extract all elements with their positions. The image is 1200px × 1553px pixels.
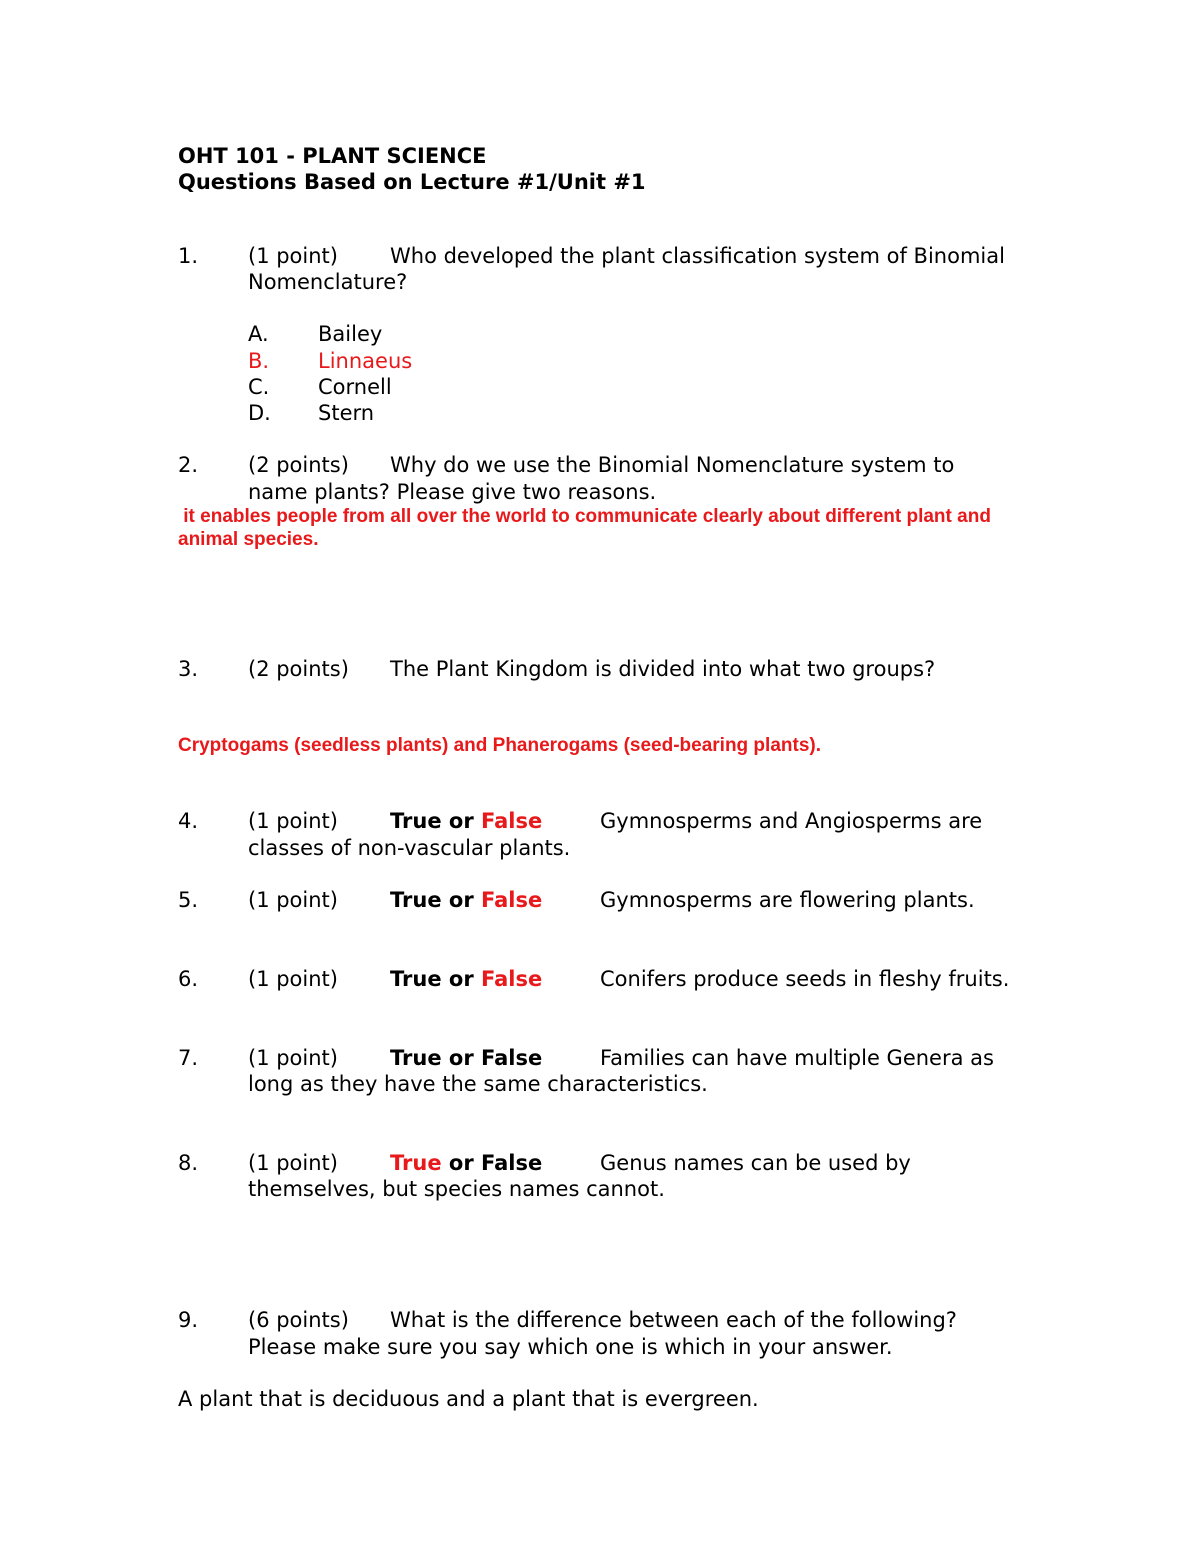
question-text: What is the difference between each of the following? (390, 1308, 957, 1332)
false-option: False (481, 1046, 543, 1070)
option-a-letter: A. (248, 322, 269, 346)
true-option: True (390, 1151, 442, 1175)
question-points: (1 point) (248, 888, 338, 912)
question-text-continued: long as they have the same characteristics. (248, 1072, 708, 1096)
question-number: 7. (178, 1046, 199, 1070)
or-word: or (448, 888, 474, 912)
true-false-choice (390, 1150, 542, 1176)
question-text: Who developed the plant classification system of Binomial (390, 244, 1005, 268)
question-text-continued: Please make sure you say which one is which in your answer. (248, 1335, 893, 1359)
document-subtitle: Questions Based on Lecture #1/Unit #1 (178, 170, 646, 194)
question-points: (2 points) (248, 453, 349, 477)
true-option: True (390, 967, 442, 991)
question-text: Gymnosperms and Angiosperms are (600, 809, 983, 833)
question-points: (1 point) (248, 967, 338, 991)
false-option: False (481, 888, 543, 912)
question-number: 2. (178, 453, 199, 477)
question-points: (1 point) (248, 244, 338, 268)
true-option: True (390, 809, 442, 833)
question-points: (6 points) (248, 1308, 349, 1332)
question-points: (1 point) (248, 809, 338, 833)
question-number: 4. (178, 809, 199, 833)
option-d-letter: D. (248, 401, 271, 425)
question-number: 8. (178, 1151, 199, 1175)
true-false-choice (390, 966, 542, 992)
option-d-text: Stern (318, 401, 375, 425)
true-false-choice (390, 887, 542, 913)
question-number: 5. (178, 888, 199, 912)
answer-text-continued: animal species. (178, 529, 319, 550)
question-text-continued: Nomenclature? (248, 270, 408, 294)
question-text: Genus names can be used by (600, 1151, 911, 1175)
option-b-text: Linnaeus (318, 349, 413, 373)
answer-text: it enables people from all over the world to communicate clearly about different plant and (178, 506, 991, 527)
option-a-text: Bailey (318, 322, 383, 346)
question-number: 9. (178, 1308, 199, 1332)
option-c-letter: C. (248, 375, 270, 399)
question-points: (2 points) (248, 657, 349, 681)
true-false-choice (390, 808, 542, 834)
true-option: True (390, 888, 442, 912)
false-option: False (481, 1151, 543, 1175)
question-number: 1. (178, 244, 199, 268)
question-number: 6. (178, 967, 199, 991)
or-word: or (448, 1151, 474, 1175)
or-word: or (448, 809, 474, 833)
question-points: (1 point) (248, 1046, 338, 1070)
document-title: OHT 101 - PLANT SCIENCE (178, 144, 487, 168)
question-text: Why do we use the Binomial Nomenclature system to (390, 453, 955, 477)
question-text: Gymnosperms are flowering plants. (600, 888, 975, 912)
question-text-continued: themselves, but species names cannot. (248, 1177, 665, 1201)
question-text: Families can have multiple Genera as (600, 1046, 994, 1070)
question-part-a: A plant that is deciduous and a plant that is evergreen. (178, 1387, 759, 1411)
true-option: True (390, 1046, 442, 1070)
false-option: False (481, 967, 543, 991)
option-c-text: Cornell (318, 375, 392, 399)
question-points: (1 point) (248, 1151, 338, 1175)
false-option: False (481, 809, 543, 833)
question-text: Conifers produce seeds in fleshy fruits. (600, 967, 1010, 991)
question-text-continued: name plants? Please give two reasons. (248, 480, 657, 504)
true-false-choice (390, 1045, 542, 1071)
question-text: The Plant Kingdom is divided into what two groups? (390, 657, 936, 681)
question-number: 3. (178, 657, 199, 681)
question-text-continued: classes of non-vascular plants. (248, 836, 571, 860)
option-b-letter: B. (248, 349, 270, 373)
or-word: or (448, 1046, 474, 1070)
answer-text: Cryptogams (seedless plants) and Phanerogams (seed-bearing plants). (178, 735, 821, 756)
or-word: or (448, 967, 474, 991)
